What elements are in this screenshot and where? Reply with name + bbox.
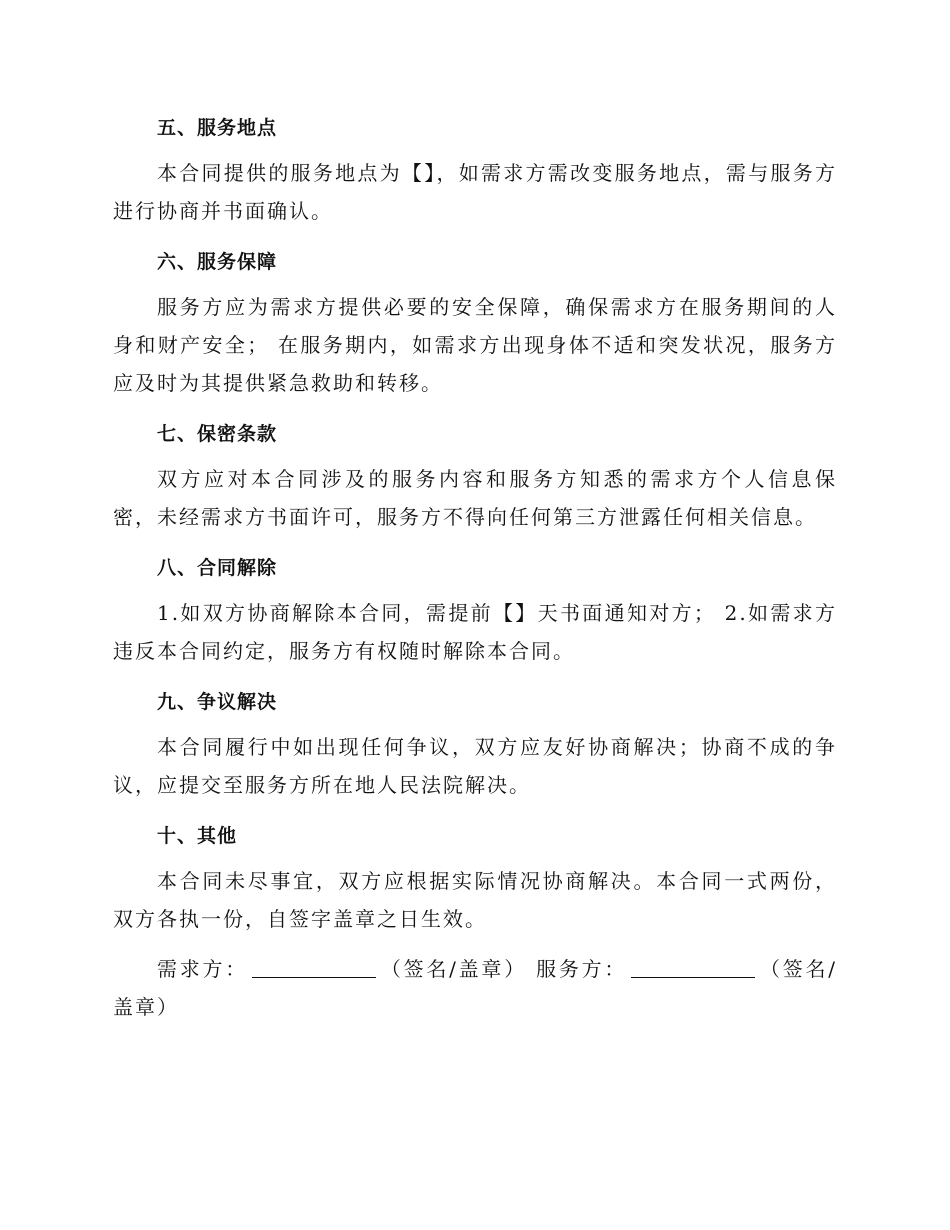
signature-line [113,950,837,1026]
section-paragraph: 本合同未尽事宜，双方应根据实际情况协商解决。本合同一式两份，双方各执一份，自签字盖章之日生效。 [113,869,837,931]
party-b-suffix: （签名/盖章） [113,957,838,1019]
document-page [113,108,837,1038]
section-other [113,816,837,938]
section-paragraph: 本合同提供的服务地点为【】，如需求方需改变服务地点，需与服务方进行协商并书面确认。 [113,161,837,223]
section-paragraph: 本合同履行中如出现任何争议，双方应友好协商解决；协商不成的争议，应提交至服务方所在地人民法院解决。 [113,735,837,797]
section-heading: 五、服务地点 [157,117,278,139]
section-dispute-resolution [113,682,837,804]
section-service-guarantee [113,242,837,402]
section-heading: 六、服务保障 [157,251,278,273]
party-b-signature-blank[interactable] [631,955,755,978]
section-heading: 七、保密条款 [157,423,278,445]
party-a-suffix: （签名/盖章） [380,957,527,981]
party-a-signature-blank[interactable] [252,955,376,978]
section-paragraph: 1.如双方协商解除本合同，需提前【】天书面通知对方； 2.如需求方违反本合同约定，服务方有权随时解除本合同。 [113,601,837,663]
section-paragraph: 服务方应为需求方提供必要的安全保障，确保需求方在服务期间的人身和财产安全； 在服务期内，如需求方出现身体不适和突发状况，服务方应及时为其提供紧急救助和转移。 [113,295,837,395]
section-heading: 十、其他 [157,825,238,847]
section-confidentiality [113,414,837,536]
section-heading: 八、合同解除 [157,557,278,579]
section-heading: 九、争议解决 [157,691,278,713]
section-paragraph: 双方应对本合同涉及的服务内容和服务方知悉的需求方个人信息保密，未经需求方书面许可，服务方不得向任何第三方泄露任何相关信息。 [113,467,837,529]
party-a-label: 需求方： [157,957,249,981]
section-contract-termination [113,548,837,670]
party-b-label: 服务方： [536,957,628,981]
section-service-location [113,108,837,230]
